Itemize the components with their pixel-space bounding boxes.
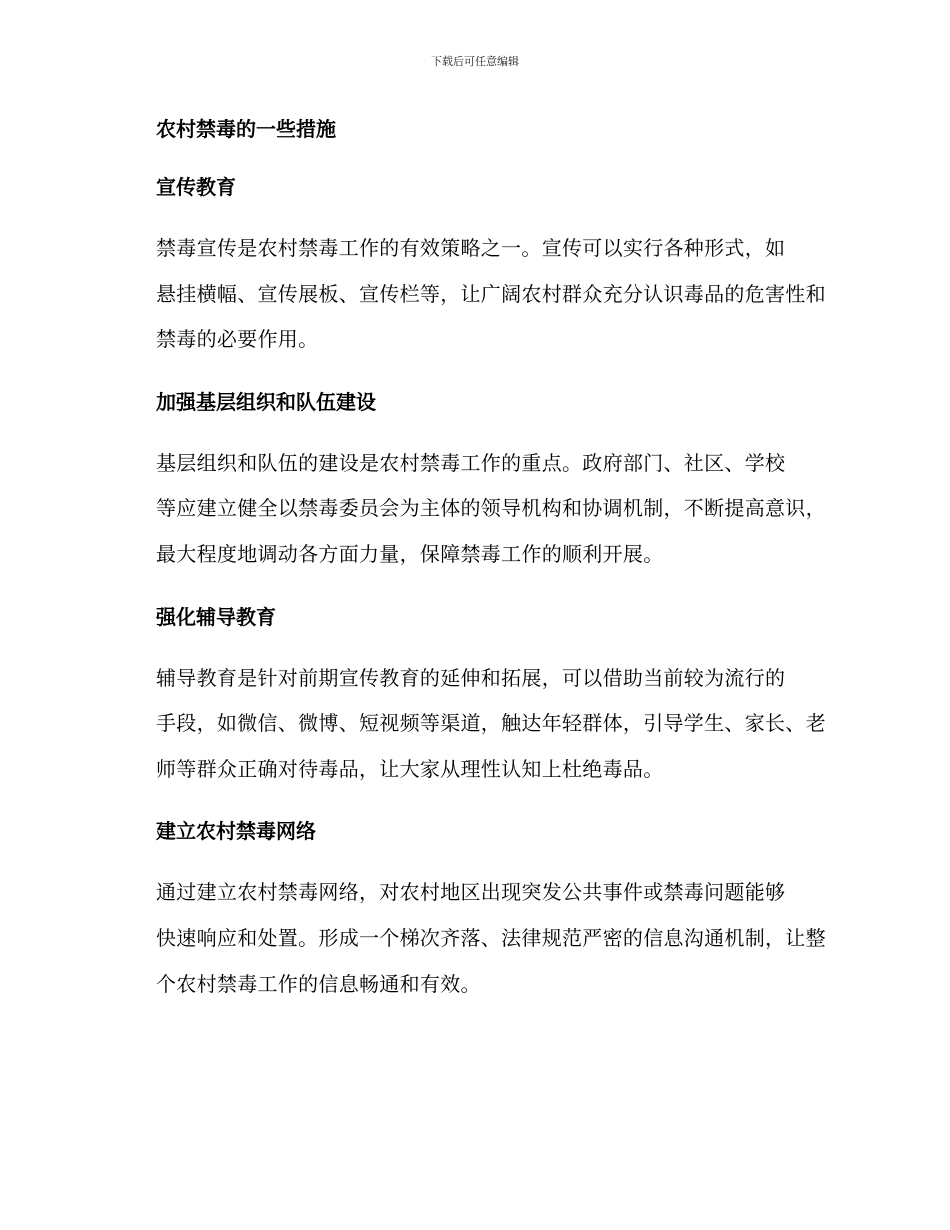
section-paragraph-counseling xyxy=(112,656,832,793)
paragraph-line: 师等群众正确对待毒品，让大家从理性认知上杜绝毒品。 xyxy=(156,756,664,781)
document-title: 农村禁毒的一些措施 xyxy=(156,117,336,141)
section-paragraph-publicity xyxy=(112,226,832,363)
document-body xyxy=(112,110,832,1027)
page-header: 下载后可任意编辑 xyxy=(431,55,519,68)
section-heading-counseling: 强化辅导教育 xyxy=(156,604,276,629)
paragraph-line: 禁毒宣传是农村禁毒工作的有效策略之一。宣传可以实行各种形式，如 xyxy=(156,236,786,260)
paragraph-line: 个农村禁毒工作的信息畅通和有效。 xyxy=(156,971,481,996)
section-heading-network: 建立农村禁毒网络 xyxy=(156,819,316,844)
section-heading-publicity: 宣传教育 xyxy=(156,175,236,199)
paragraph-line: 基层组织和队伍的建设是农村禁毒工作的重点。政府部门、社区、学校 xyxy=(156,450,786,475)
paragraph-line: 悬挂横幅、宣传展板、宣传栏等，让广阔农村群众充分认识毒品的危害性和 xyxy=(156,281,826,306)
paragraph-line: 快速响应和处置。形成一个梯次齐落、法律规范严密的信息沟通机制，让整 xyxy=(156,925,826,950)
paragraph-line: 通过建立农村禁毒网络，对农村地区出现突发公共事件或禁毒问题能够 xyxy=(156,880,786,905)
paragraph-line: 辅导教育是针对前期宣传教育的延伸和拓展，可以借助当前较为流行的 xyxy=(156,665,786,690)
paragraph-line: 禁毒的必要作用。 xyxy=(156,327,319,352)
section-paragraph-network xyxy=(112,870,832,1007)
paragraph-line: 最大程度地调动各方面力量，保障禁毒工作的顺利开展。 xyxy=(156,541,664,566)
section-paragraph-grassroots xyxy=(112,441,832,578)
paragraph-line: 等应建立健全以禁毒委员会为主体的领导机构和协调机制，不断提高意识， xyxy=(156,496,826,521)
paragraph-line: 手段，如微信、微博、短视频等渠道，触达年轻群体，引导学生、家长、老 xyxy=(156,711,826,736)
section-heading-grassroots: 加强基层组织和队伍建设 xyxy=(156,389,376,414)
